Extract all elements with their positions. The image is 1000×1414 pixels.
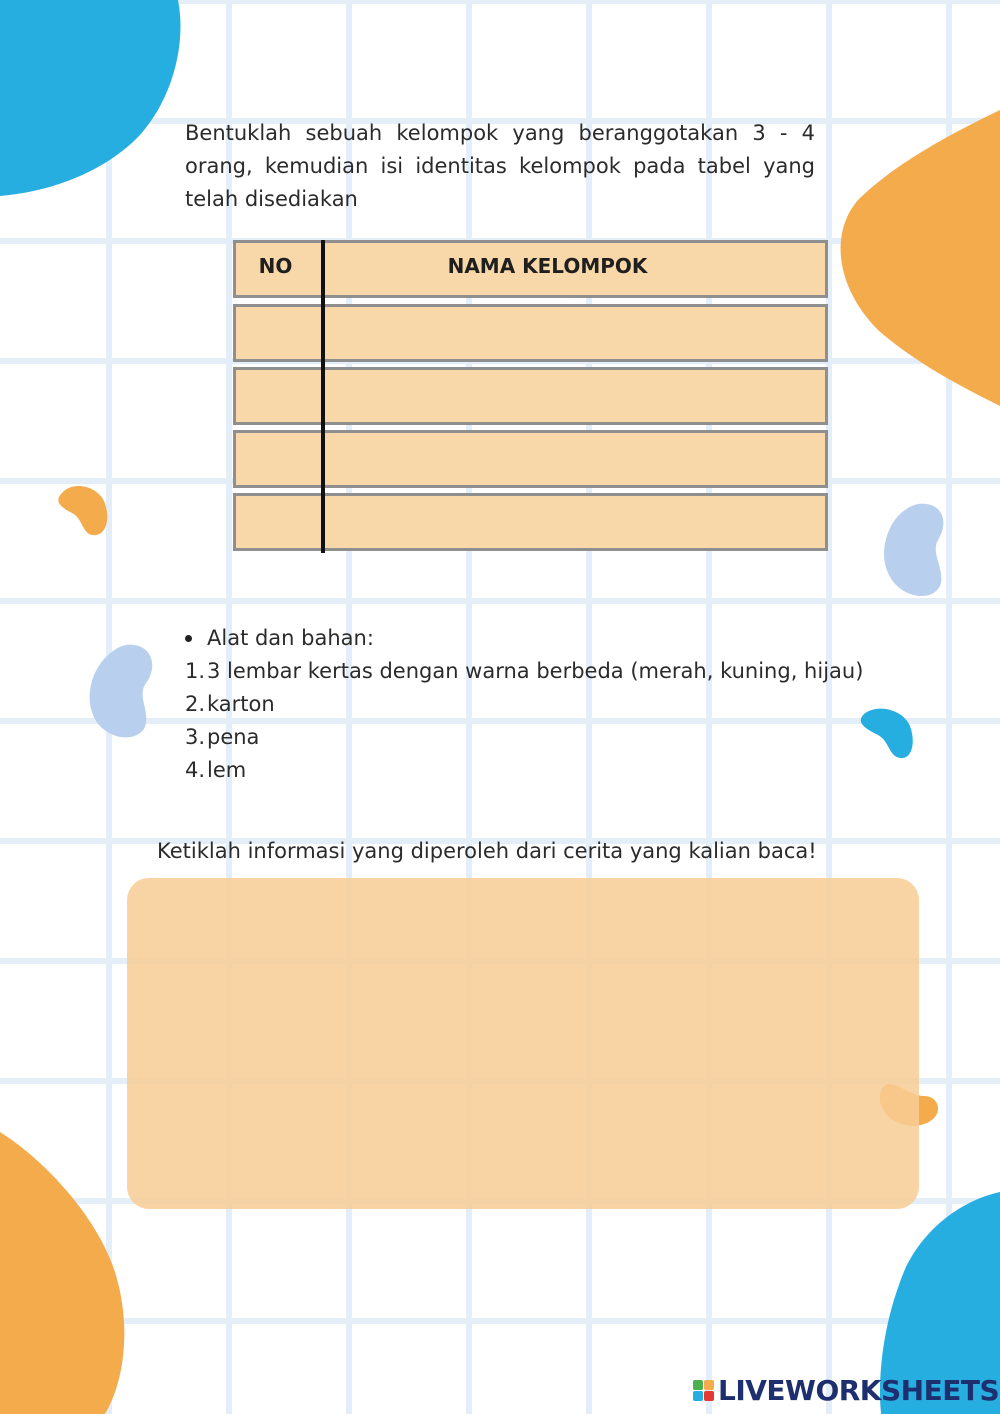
list-item-text: karton — [207, 692, 275, 716]
list-item-number: 3. — [185, 725, 206, 749]
materials-list — [185, 622, 945, 787]
list-item-number: 4. — [185, 758, 206, 782]
orange-blob-top-right — [838, 110, 1000, 410]
liveworksheets-logo-icon — [693, 1380, 714, 1401]
orange-blob-bottom-left — [0, 1132, 130, 1414]
materials-heading-text: Alat dan bahan: — [207, 626, 374, 650]
header-group-name: NAMA KELOMPOK — [447, 254, 648, 278]
bullet-icon — [185, 635, 192, 642]
group-table — [233, 240, 828, 553]
list-item — [185, 655, 945, 688]
list-item — [185, 721, 945, 754]
list-item-text: 3 lembar kertas dengan warna berbeda (merah, kuning, hijau) — [207, 659, 864, 683]
brand-name: LIVEWORKSHEETS — [718, 1373, 1000, 1407]
list-item — [185, 688, 945, 721]
answer-text-area[interactable] — [127, 878, 919, 1209]
light-blue-blob-left — [88, 643, 156, 741]
list-item-number: 1. — [185, 659, 206, 683]
list-item-text: pena — [207, 725, 260, 749]
list-item-text: lem — [207, 758, 247, 782]
list-item-number: 2. — [185, 692, 206, 716]
light-blue-blob-right — [882, 502, 948, 598]
orange-drop-left — [58, 483, 110, 539]
materials-heading — [185, 622, 945, 655]
prompt-text: Ketiklah informasi yang diperoleh dari cerita yang kalian baca! — [157, 839, 817, 863]
instruction-text: Bentuklah sebuah kelompok yang beranggotakan 3 - 4 orang, kemudian isi identitas kelompok pada tabel yang telah disediakan — [185, 121, 815, 211]
list-item — [185, 754, 945, 787]
blue-blob-top-left — [0, 0, 190, 200]
header-no: NO — [258, 254, 293, 278]
liveworksheets-brand — [693, 1374, 999, 1406]
